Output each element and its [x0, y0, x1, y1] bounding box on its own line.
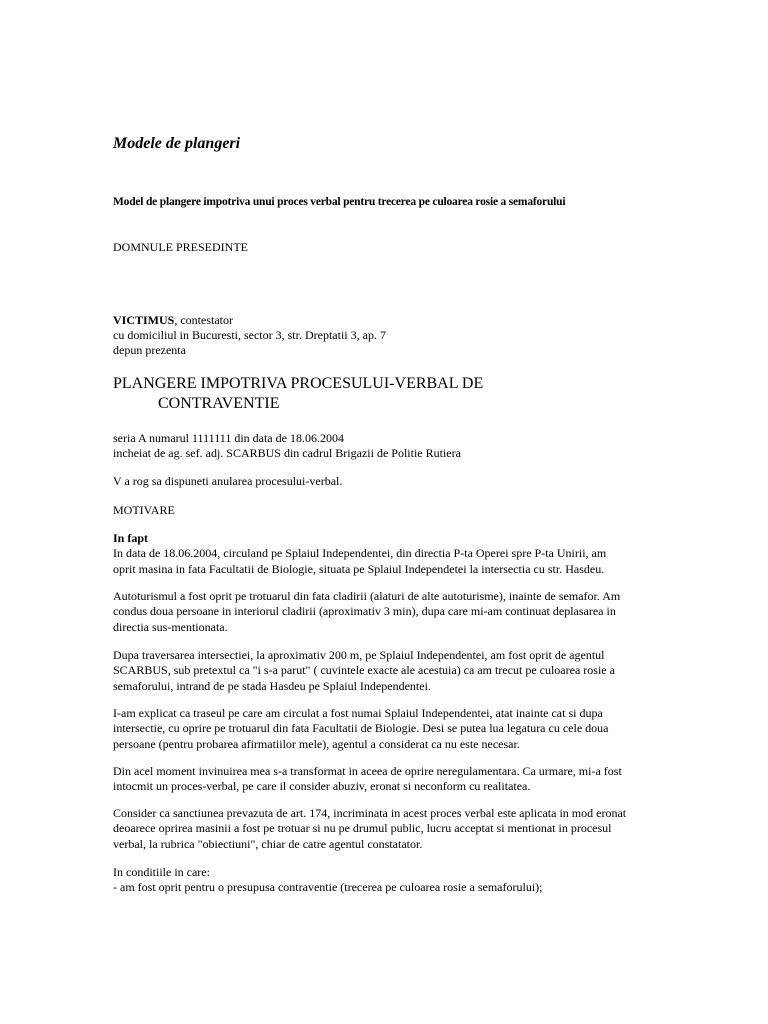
paragraph	[113, 764, 653, 795]
list-item: - am fost oprit pentru o presupusa contraventie (trecerea pe culoarea rosie a semaforului);	[113, 880, 543, 895]
paragraph	[113, 648, 653, 694]
complainant-line	[113, 313, 386, 328]
paragraph	[113, 706, 653, 752]
paragraph-line: semaforului, intrand de pe stada Hasdeu pe Splaiul Independentei.	[113, 678, 431, 693]
paragraph-line: In data de 18.06.2004, circuland pe Splaiul Independentei, din directia P-ta Operei spre P-ta Unirii, am	[113, 546, 607, 561]
paragraph-line: Consider ca sanctiunea prevazuta de art. 174, incriminata in acest proces verbal este aplicata in mod eronat	[113, 806, 627, 820]
paragraph	[113, 589, 653, 635]
complainant-role: , contestator	[174, 313, 233, 327]
paragraph-line: directia sus-mentionata.	[113, 619, 228, 634]
paragraph-line: oprit masina in fata Facultatii de Biologie, situata pe Splaiul Independetei la intersectia cu str. Hasdeu.	[113, 561, 605, 576]
paragraph-line: intocmit un proces-verbal, pe care il consider abuziv, eronat si neconform cu realitatea.	[113, 779, 531, 794]
complainant-presents: depun prezenta	[113, 343, 186, 357]
paragraph-line: Autoturismul a fost oprit pe trotuarul din fata cladirii (alaturi de alte autoturisme), inainte de semafor. Am	[113, 589, 621, 603]
request-text: V a rog sa dispuneti anularea procesului-verbal.	[113, 474, 343, 488]
paragraph-line: verbal, la rubrica "obiectiuni", chiar de catre agentul constatator.	[113, 836, 423, 851]
document-title: Modele de plangeri	[113, 135, 241, 152]
request-paragraph	[113, 474, 653, 489]
complainant-block	[113, 313, 386, 358]
paragraph-line: Din acel moment invinuirea mea s-a transformat in aceea de oprire neregulamentara. Ca urmare, mi-a fost	[113, 764, 622, 778]
report-reference-line-2: incheiat de ag. sef. adj. SCARBUS din cadrul Brigazii de Politie Rutiera	[113, 446, 461, 461]
facts-heading: In fapt	[113, 531, 149, 545]
paragraph-line: I-am explicat ca traseul pe care am circulat a fost numai Splaiul Independentei, atat inainte cat si dupa	[113, 706, 603, 720]
motivation-heading	[113, 503, 653, 518]
paragraph-line: persoane (pentru probarea afirmatiilor mele), agentul a considerat ca nu este necesar.	[113, 736, 520, 751]
paragraph-line: intersectie, cu oprire pe trotuarul din fata Facultatii de Biologie. Desi se putea lua legatura cu cele doua	[113, 721, 609, 736]
paragraph-line: SCARBUS, sub pretextul ca "i s-a parut" ( cuvintele exacte ale acestuia) ca am trecut pe culoarea rosie a	[113, 663, 615, 678]
complaint-title	[113, 374, 483, 414]
complainant-name: VICTIMUS	[113, 313, 175, 327]
paragraph-line: Dupa traversarea intersectiei, la aproximativ 200 m, pe Splaiul Independentei, am fost oprit de agentul	[113, 648, 605, 662]
paragraph-line: In conditiile in care:	[113, 865, 210, 879]
complaint-title-line-1: PLANGERE IMPOTRIVA PROCESULUI-VERBAL DE	[113, 375, 484, 392]
paragraph-line: condus doua persoane in interiorul cladirii (aproximativ 3 min), dupa care mi-am continuat deplasarea in	[113, 604, 616, 619]
report-reference	[113, 431, 653, 462]
paragraph	[113, 806, 653, 852]
paragraph-line: deoarece oprirea masinii a fost pe trotuar si nu pe drumul public, lucru acceptat si mentionat in procesul	[113, 821, 612, 836]
salutation: DOMNULE PRESEDINTE	[113, 240, 248, 254]
facts-section	[113, 531, 653, 577]
motivation-heading-text: MOTIVARE	[113, 503, 175, 517]
report-reference-line-1: seria A numarul 1111111 din data de 18.06.2004	[113, 431, 344, 445]
complaint-title-line-2: CONTRAVENTIE	[158, 395, 280, 412]
complainant-address: cu domiciliul in Bucuresti, sector 3, str. Dreptatii 3, ap. 7	[113, 328, 386, 342]
paragraph	[113, 865, 653, 896]
document-subtitle: Model de plangere impotriva unui proces verbal pentru trecerea pe culoarea rosie a semaforului	[113, 196, 566, 208]
